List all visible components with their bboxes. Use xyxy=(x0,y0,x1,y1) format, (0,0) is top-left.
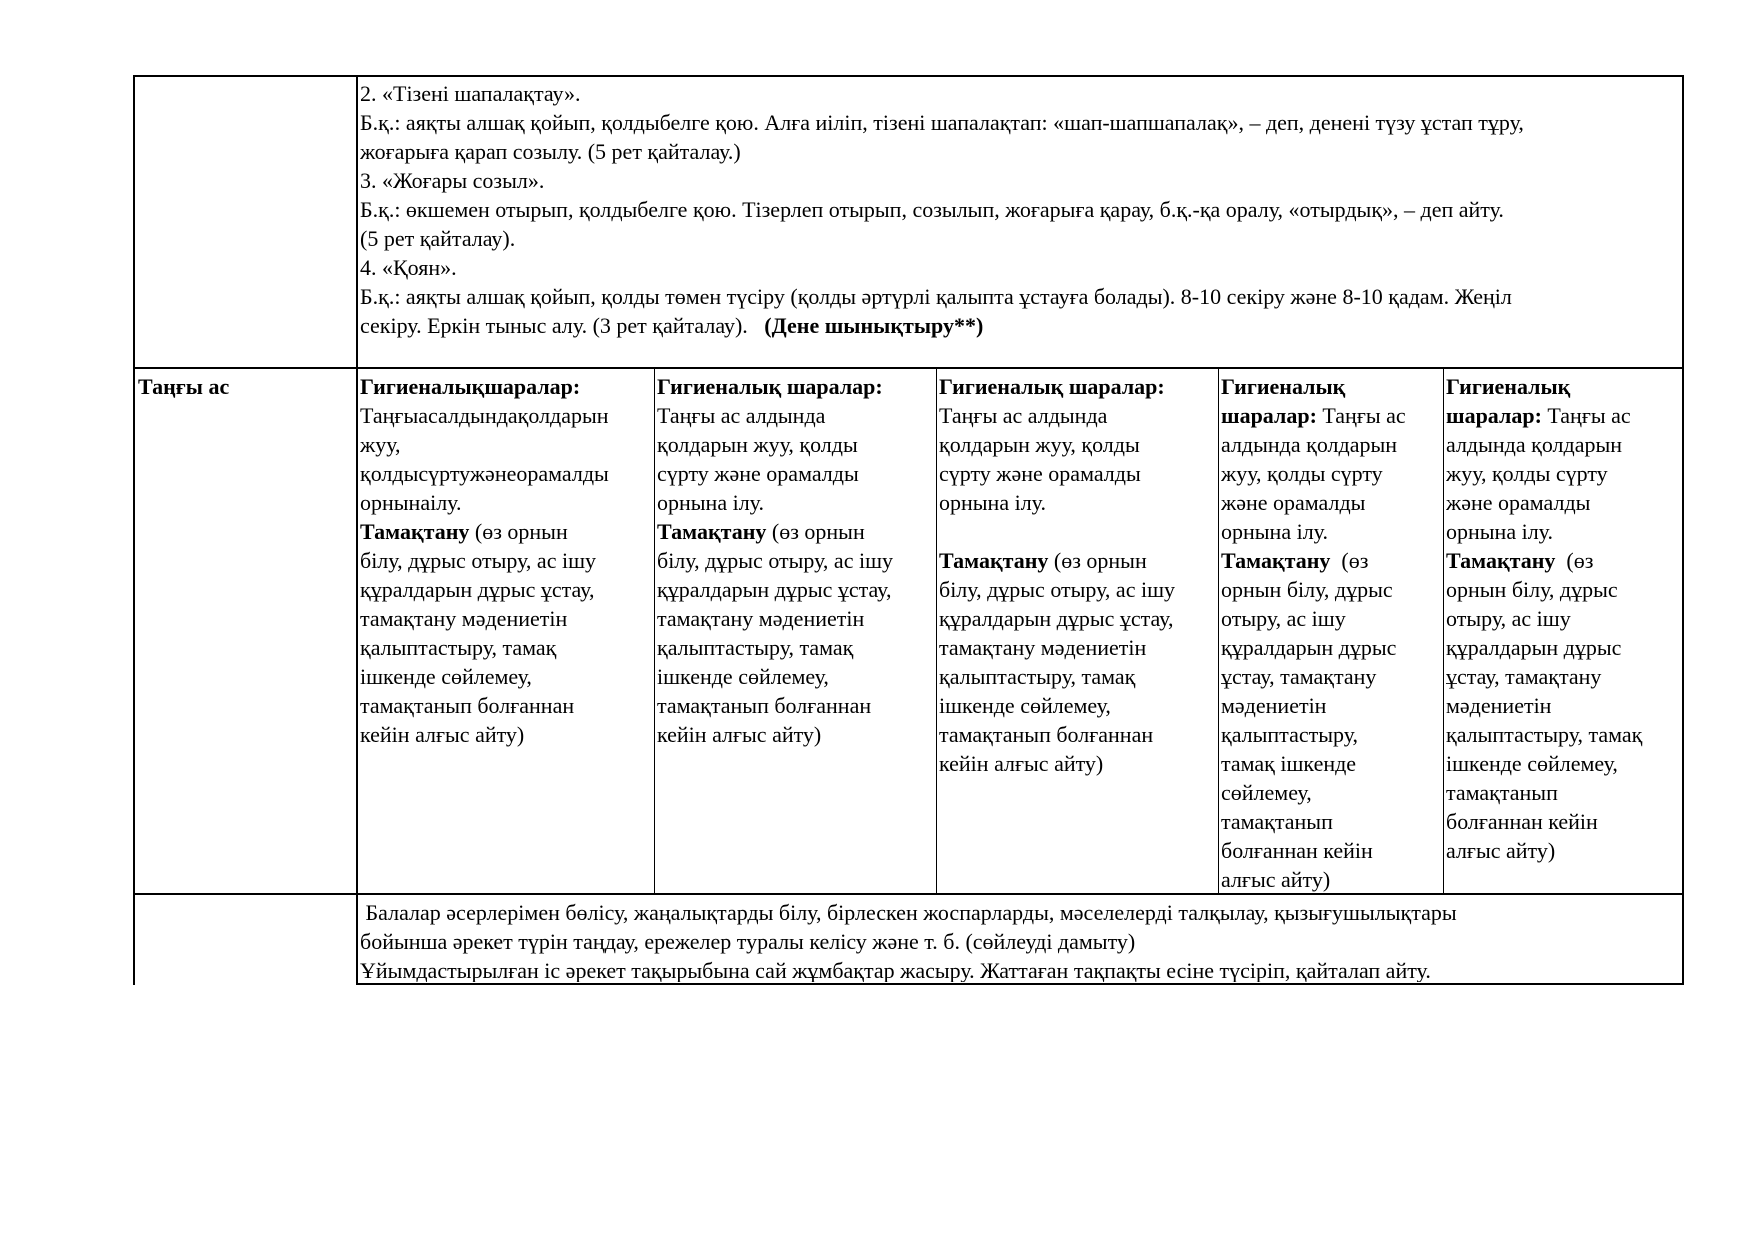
line-text: алдында қолдарын xyxy=(1221,432,1398,457)
table-left-border xyxy=(133,75,135,985)
exercise-line-last xyxy=(360,311,1680,340)
cell-line xyxy=(939,488,1216,517)
cell-line xyxy=(1446,546,1680,575)
breakfast-col-4 xyxy=(1221,372,1441,892)
table-top-border xyxy=(133,75,1684,77)
cell-line xyxy=(1221,604,1441,633)
line-text: ұстау, тамақтану xyxy=(1221,664,1377,689)
cell-line xyxy=(360,517,652,546)
line-text: Таңғыасалдындақолдарын xyxy=(360,403,609,428)
cell-line xyxy=(939,720,1216,749)
cell-line xyxy=(657,633,934,662)
cell-line xyxy=(939,517,1216,546)
label-column-divider xyxy=(356,75,358,985)
cell-line xyxy=(360,430,652,459)
line-text: отыру, ас ішу xyxy=(1221,606,1346,631)
line-text: алғыс айту) xyxy=(1221,867,1331,892)
line-text: білу, дұрыс отыру, ас ішу xyxy=(939,577,1176,602)
cell-line xyxy=(1221,720,1441,749)
line-text: жуу, xyxy=(360,432,401,457)
line-text: болғаннан кейін xyxy=(1446,809,1598,834)
line-text: мәдениетін xyxy=(1446,693,1552,718)
exercise-line: 2. «Тізені шапалақтау». xyxy=(360,81,581,106)
cell-line xyxy=(939,430,1216,459)
line-text: сүрту және орамалды xyxy=(939,461,1141,486)
exercise-line: жоғарыға қарап созылу. (5 рет қайталау.) xyxy=(360,139,741,164)
line-text: ішкенде сөйлемеу, xyxy=(360,664,532,689)
cell-line xyxy=(939,372,1216,401)
line-text: орнына ілу. xyxy=(1446,519,1553,544)
conversation-line: Балалар әсерлерімен бөлісу, жаңалықтарды білу, бірлескен жоспарларды, мәселелерді талқылау, қызығушылықтары xyxy=(360,900,1457,925)
cell-line xyxy=(657,430,934,459)
line-text: Таңғы ас xyxy=(1316,403,1406,428)
line-text: және орамалды xyxy=(1221,490,1366,515)
cell-line xyxy=(939,662,1216,691)
cell-line xyxy=(1221,517,1441,546)
line-text: жуу, қолды сүрту xyxy=(1221,461,1383,486)
exercise-line-text: секіру. Еркін тыныс алу. (3 рет қайталау). xyxy=(360,313,748,338)
cell-line xyxy=(939,691,1216,720)
exercise-line: Б.қ.: өкшемен отырып, қолдыбелге қою. Тізерлеп отырып, созылып, жоғарыға қарау, б.қ.-қа оралу, «отырдық», – деп айту. xyxy=(360,197,1504,222)
cell-line xyxy=(1446,517,1680,546)
cell-line xyxy=(1221,807,1441,836)
cell-line xyxy=(1221,546,1441,575)
line-text: кейін алғыс айту) xyxy=(939,751,1104,776)
line-text: тамақтанып xyxy=(1221,809,1333,834)
cell-line xyxy=(1446,488,1680,517)
line-text: қолдарын жуу, қолды xyxy=(657,432,858,457)
cell-line xyxy=(1221,401,1441,430)
line-text: құралдарын дұрыс ұстау, xyxy=(939,606,1174,631)
cell-line xyxy=(360,401,652,430)
line-text: құралдарын дұрыс ұстау, xyxy=(360,577,595,602)
cell-line xyxy=(1221,749,1441,778)
breakfast-col-2 xyxy=(657,372,934,892)
cell-line xyxy=(939,546,1216,575)
cell-line xyxy=(657,488,934,517)
line-text: (өз орнын xyxy=(469,519,568,544)
line-text: қолдысүртужәнеорамалды xyxy=(360,461,609,486)
line-text: сүрту және орамалды xyxy=(657,461,859,486)
bold-term: Тамақтану xyxy=(1221,548,1331,573)
cell-line xyxy=(657,604,934,633)
line-text: тамақтанып болғаннан xyxy=(360,693,575,718)
cell-line xyxy=(360,720,652,749)
conversation-line: Ұйымдастырылған іс әрекет тақырыбына сай жұмбақтар жасыру. Жаттаған тақпақты есіне түсіріп, қайталап айту. xyxy=(360,958,1431,982)
line-text: тамақтану мәдениетін xyxy=(657,606,865,631)
line-text: білу, дұрыс отыру, ас ішу xyxy=(657,548,894,573)
line-text: тамақтанып xyxy=(1446,780,1558,805)
line-text: және орамалды xyxy=(1446,490,1591,515)
cell-line xyxy=(939,401,1216,430)
line-text: тамақтанып болғаннан xyxy=(657,693,872,718)
cell-line xyxy=(1446,401,1680,430)
bold-term: Тамақтану xyxy=(1446,548,1556,573)
line-text: отыру, ас ішу xyxy=(1446,606,1571,631)
breakfast-col-3 xyxy=(939,372,1216,892)
col-divider-2 xyxy=(654,367,655,894)
cell-line xyxy=(1221,836,1441,865)
bold-term: Гигиеналық xyxy=(1221,374,1346,399)
exercise-description-cell xyxy=(360,79,1680,365)
bold-term: шаралар: xyxy=(1221,403,1317,428)
line-text: орнына ілу. xyxy=(657,490,764,515)
line-text xyxy=(939,519,945,544)
col-divider-4 xyxy=(1218,367,1219,894)
col-divider-5 xyxy=(1443,367,1444,894)
cell-line xyxy=(1446,691,1680,720)
exercise-line: 4. «Қоян». xyxy=(360,255,457,280)
line-text: тамақтану мәдениетін xyxy=(360,606,568,631)
line-text: құралдарын дұрыс ұстау, xyxy=(657,577,892,602)
cell-line xyxy=(1446,575,1680,604)
line-text: Таңғы ас xyxy=(1541,403,1631,428)
cell-line xyxy=(1446,807,1680,836)
cell-line xyxy=(657,662,934,691)
cell-line xyxy=(360,575,652,604)
line-text: қалыптастыру, тамақ xyxy=(360,635,557,660)
line-text: құралдарын дұрыс xyxy=(1221,635,1397,660)
bold-term: Тамақтану xyxy=(360,519,470,544)
line-text: алдында қолдарын xyxy=(1446,432,1623,457)
cell-line xyxy=(360,372,652,401)
line-text: қалыптастыру, тамақ xyxy=(1446,722,1643,747)
cell-line xyxy=(1221,865,1441,892)
cell-line xyxy=(1221,488,1441,517)
cell-line xyxy=(1446,836,1680,865)
line-text: орнынаілу. xyxy=(360,490,462,515)
line-text: білу, дұрыс отыру, ас ішу xyxy=(360,548,597,573)
conversation-cell xyxy=(360,898,1680,982)
cell-line xyxy=(657,575,934,604)
cell-line xyxy=(657,372,934,401)
line-text: ішкенде сөйлемеу, xyxy=(939,693,1111,718)
bold-term: Гигиеналық шаралар: xyxy=(657,374,883,399)
exercise-line: (5 рет қайталау). xyxy=(360,226,516,251)
line-text: қалыптастыру, тамақ xyxy=(939,664,1136,689)
cell-line xyxy=(360,488,652,517)
cell-line xyxy=(939,575,1216,604)
cell-line xyxy=(1221,575,1441,604)
line-text: құралдарын дұрыс xyxy=(1446,635,1622,660)
exercise-line: Б.қ.: аяқты алшақ қойып, қолды төмен түсіру (қолды әртүрлі қалыпта ұстауға болады). 8-10 секіру және 8-10 қадам. Жеңіл xyxy=(360,284,1512,309)
cell-line xyxy=(657,691,934,720)
line-text: алғыс айту) xyxy=(1446,838,1556,863)
line-text: қолдарын жуу, қолды xyxy=(939,432,1140,457)
line-text: мәдениетін xyxy=(1221,693,1327,718)
line-text: ішкенде сөйлемеу, xyxy=(1446,751,1618,776)
subject-tag: (Дене шынықтыру**) xyxy=(764,313,984,338)
cell-line xyxy=(1446,430,1680,459)
cell-line xyxy=(657,459,934,488)
exercise-line: Б.қ.: аяқты алшақ қойып, қолдыбелге қою. Алға иіліп, тізені шапалақтап: «шап-шапшапалақ», – деп, денені түзу ұстап тұру, xyxy=(360,110,1524,135)
bold-term: Тамақтану xyxy=(939,548,1049,573)
cell-line xyxy=(1221,778,1441,807)
bold-term: Тамақтану xyxy=(657,519,767,544)
cell-line xyxy=(360,662,652,691)
bold-term: Гигиеналық xyxy=(1446,374,1571,399)
cell-line xyxy=(1446,778,1680,807)
cell-line xyxy=(1446,633,1680,662)
cell-line xyxy=(939,459,1216,488)
line-text: тамақтану мәдениетін xyxy=(939,635,1147,660)
line-text: (өз xyxy=(1555,548,1594,573)
table-bottom-border xyxy=(356,983,1684,985)
cell-line xyxy=(1221,691,1441,720)
cell-line xyxy=(1446,720,1680,749)
line-text: жуу, қолды сүрту xyxy=(1446,461,1608,486)
cell-line xyxy=(360,459,652,488)
cell-line xyxy=(1221,430,1441,459)
cell-line xyxy=(1446,604,1680,633)
bold-term: Гигиеналық шаралар: xyxy=(939,374,1165,399)
line-text: орнына ілу. xyxy=(939,490,1046,515)
exercise-line: 3. «Жоғары созыл». xyxy=(360,168,545,193)
cell-line xyxy=(1446,459,1680,488)
cell-line xyxy=(1446,749,1680,778)
cell-line xyxy=(657,401,934,430)
line-text: болғаннан кейін xyxy=(1221,838,1373,863)
line-text: орнын білу, дұрыс xyxy=(1221,577,1393,602)
row-label-text: Таңғы ас xyxy=(138,374,230,399)
cell-line xyxy=(1221,459,1441,488)
bold-term: шаралар: xyxy=(1446,403,1542,428)
line-text: (өз орнын xyxy=(766,519,865,544)
cell-line xyxy=(1446,662,1680,691)
row1-bottom-border xyxy=(133,367,1684,369)
line-text: Таңғы ас алдында xyxy=(657,403,826,428)
line-text: (өз орнын xyxy=(1048,548,1147,573)
line-text: орнын білу, дұрыс xyxy=(1446,577,1618,602)
breakfast-col-5 xyxy=(1446,372,1680,892)
line-text: Таңғы ас алдында xyxy=(939,403,1108,428)
line-text: ұстау, тамақтану xyxy=(1446,664,1602,689)
line-text: тамақтанып болғаннан xyxy=(939,722,1154,747)
cell-line xyxy=(360,546,652,575)
cell-line xyxy=(939,604,1216,633)
line-text: қалыптастыру, тамақ xyxy=(657,635,854,660)
line-text: (өз xyxy=(1330,548,1369,573)
cell-line xyxy=(1221,372,1441,401)
line-text: кейін алғыс айту) xyxy=(657,722,822,747)
table-right-border xyxy=(1682,75,1684,985)
line-text: ішкенде сөйлемеу, xyxy=(657,664,829,689)
line-text: кейін алғыс айту) xyxy=(360,722,525,747)
cell-line xyxy=(360,691,652,720)
cell-line xyxy=(1446,372,1680,401)
row2-bottom-border xyxy=(133,893,1684,895)
cell-line xyxy=(939,633,1216,662)
conversation-line: бойынша әрекет түрін таңдау, ережелер туралы келісу және т. б. (сөйлеуді дамыту) xyxy=(360,929,1136,954)
row-label-breakfast xyxy=(138,372,352,401)
bold-term: Гигиеналықшаралар: xyxy=(360,374,581,399)
cell-line xyxy=(360,633,652,662)
cell-line xyxy=(657,720,934,749)
cell-line xyxy=(1221,633,1441,662)
cell-line xyxy=(939,749,1216,778)
line-text: сөйлемеу, xyxy=(1221,780,1312,805)
cell-line xyxy=(1221,662,1441,691)
line-text: қалыптастыру, xyxy=(1221,722,1358,747)
line-text: тамақ ішкенде xyxy=(1221,751,1357,776)
cell-line xyxy=(657,546,934,575)
col-divider-3 xyxy=(936,367,937,894)
cell-line xyxy=(360,604,652,633)
cell-line xyxy=(657,517,934,546)
breakfast-col-1 xyxy=(360,372,652,892)
line-text: орнына ілу. xyxy=(1221,519,1328,544)
